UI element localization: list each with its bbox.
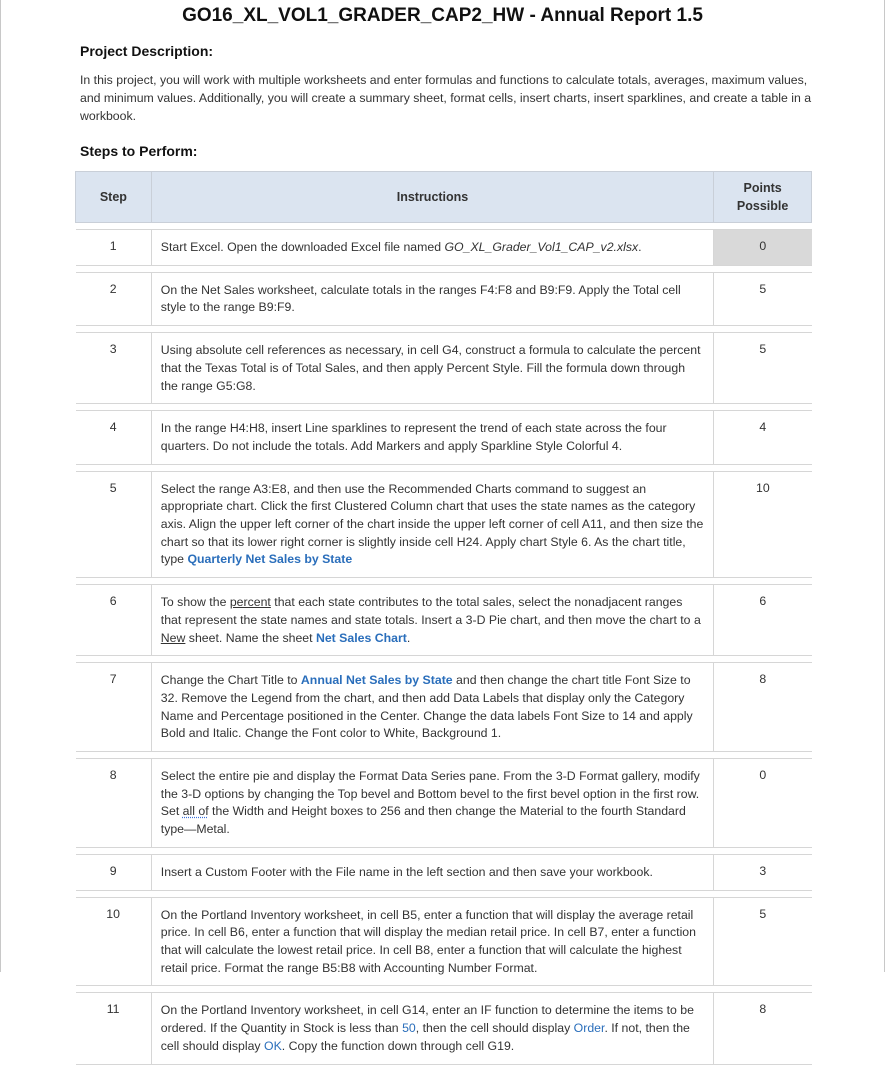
- file-name: GO_XL_Grader_Vol1_CAP_v2.xlsx: [444, 240, 639, 254]
- table-row: [76, 272, 812, 325]
- step-number: 6: [76, 585, 152, 656]
- table-row: [76, 897, 812, 986]
- header-points-possible: [714, 172, 812, 223]
- highlight-value: Order: [573, 1021, 605, 1036]
- step-instruction: On the Portland Inventory worksheet, in cell G14, enter an IF function to determine the items to be ordered. If the Quantity in Stock is less than 50, then the cell should display Order. If not, then the cell should display OK. Copy the function down through cell G19.: [151, 993, 713, 1064]
- step-number: 3: [76, 333, 152, 404]
- step-instruction: To show the percent that each state contributes to the total sales, select the nonadjacent ranges that represent the state names and state totals. Insert a 3-D Pie chart, and then move the chart to a New sheet. Name the sheet Net Sales Chart.: [151, 585, 713, 656]
- step-number: 5: [76, 471, 152, 578]
- step-instruction: On the Net Sales worksheet, calculate totals in the ranges F4:F8 and B9:F9. Apply the Total cell style to the range B9:F9.: [151, 272, 713, 325]
- table-row: [76, 759, 812, 848]
- step-points: 5: [714, 272, 812, 325]
- step-instruction: Start Excel. Open the downloaded Excel file named GO_XL_Grader_Vol1_CAP_v2.xlsx.: [151, 230, 713, 266]
- highlight-text: Quarterly Net Sales by State: [187, 552, 353, 567]
- header-points-line2: Possible: [736, 199, 789, 213]
- step-points: 5: [714, 333, 812, 404]
- step-number: 1: [76, 230, 152, 266]
- step-number: 2: [76, 272, 152, 325]
- step-instruction: Using absolute cell references as necessary, in cell G4, construct a formula to calculate the percent that the Texas Total is of Total Sales, and then apply Percent Style. Fill the formula down through the range G5:G8.: [151, 333, 713, 404]
- step-instruction: On the Portland Inventory worksheet, in cell B5, enter a function that will display the average retail price. In cell B6, enter a function that will display the median retail price. In cell B7, enter a function that will calculate the lowest retail price. In cell B8, enter a function that will calculate the highest retail price. Format the range B5:B8 with Accounting Number Format.: [151, 897, 713, 986]
- step-points: 3: [714, 854, 812, 890]
- table-row: [76, 854, 812, 890]
- page-left-border: [0, 0, 1, 972]
- step-number: 9: [76, 854, 152, 890]
- step-points: 6: [714, 585, 812, 656]
- step-number: 11: [76, 993, 152, 1064]
- highlight-value: 50: [402, 1021, 416, 1036]
- project-description-heading: Project Description:: [80, 43, 214, 59]
- step-number: 8: [76, 759, 152, 848]
- step-points: 5: [714, 897, 812, 986]
- step-instruction: Select the entire pie and display the Format Data Series pane. From the 3-D Format gallery, modify the 3-D options by changing the Top bevel and Bottom bevel to the first bevel option in the first row. Set all of the Width and Height boxes to 256 and then change the Material to the fourth Standard type—Metal.: [151, 759, 713, 848]
- step-points: 4: [714, 411, 812, 464]
- table-header-row: [76, 172, 812, 223]
- highlight-text: Annual Net Sales by State: [300, 673, 453, 688]
- table-row: [76, 411, 812, 464]
- highlight-text: Net Sales Chart: [315, 630, 407, 645]
- underlined-word: percent: [229, 595, 271, 610]
- step-instruction: Select the range A3:E8, and then use the Recommended Charts command to suggest an appropriate chart. Click the first Clustered Column chart that uses the state names as the category axis. Align the upper left corner of the chart inside the upper left corner of cell A11, and then size the chart so that its lower right corner is slightly inside cell H24. Apply chart Style 6. As the chart title, type Quarterly Net Sales by State: [151, 471, 713, 578]
- step-points: 10: [714, 471, 812, 578]
- step-points: 0: [714, 759, 812, 848]
- table-row: [76, 585, 812, 656]
- underlined-word: New: [160, 630, 186, 645]
- highlight-value: OK: [264, 1038, 282, 1053]
- table-row: [76, 471, 812, 578]
- table-row: [76, 230, 812, 266]
- table-row: [76, 993, 812, 1064]
- step-points: 8: [714, 663, 812, 752]
- step-instruction: In the range H4:H8, insert Line sparklines to represent the trend of each state across the four quarters. Do not include the totals. Add Markers and apply Sparkline Style Colorful 4.: [151, 411, 713, 464]
- step-instruction: Insert a Custom Footer with the File name in the left section and then save your workbook.: [151, 854, 713, 890]
- underlined-word: all of: [182, 804, 209, 819]
- project-description-text: In this project, you will work with multiple worksheets and enter formulas and functions to calculate totals, averages, maximum values, and minimum values. Additionally, you will create a summary sheet, format cells, insert charts, insert sparklines, and create a table in a workbook.: [80, 73, 812, 123]
- header-step: Step: [76, 172, 152, 223]
- table-row: [76, 333, 812, 404]
- header-instructions: Instructions: [151, 172, 713, 223]
- header-points-line1: Points: [743, 181, 782, 195]
- steps-heading: Steps to Perform:: [80, 143, 198, 159]
- step-number: 7: [76, 663, 152, 752]
- step-points: 8: [714, 993, 812, 1064]
- step-number: 10: [76, 897, 152, 986]
- step-number: 4: [76, 411, 152, 464]
- steps-table: [75, 171, 812, 1071]
- document-title: GO16_XL_VOL1_GRADER_CAP2_HW - Annual Report 1.5: [182, 5, 703, 26]
- step-instruction: Change the Chart Title to Annual Net Sales by State and then change the chart title Font Size to 32. Remove the Legend from the chart, and then add Data Labels that display only the Category Name and Percentage positioned in the Center. Change the data labels Font Size to 14 and apply Bold and Italic. Change the Font color to White, Background 1.: [151, 663, 713, 752]
- step-points: 0: [714, 230, 812, 266]
- table-row: [76, 663, 812, 752]
